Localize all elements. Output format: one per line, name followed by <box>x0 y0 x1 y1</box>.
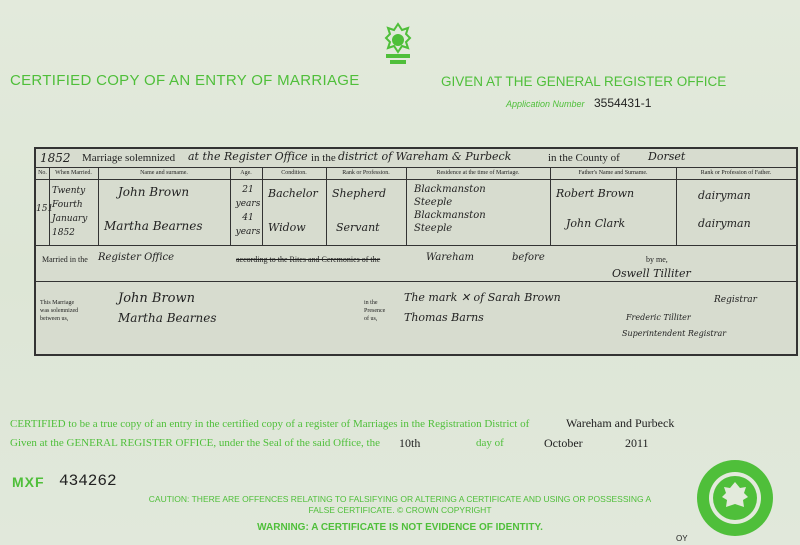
register-entry <box>34 147 798 356</box>
in-the-label: in the <box>311 152 336 164</box>
registrar-label: Registrar <box>714 295 757 305</box>
col-header-father-rank: Rank or Profession of Father. <box>700 170 772 176</box>
groom-condition: Bachelor <box>268 187 318 200</box>
application-number: 3554431-1 <box>594 96 652 110</box>
application-number-label: Application Number <box>506 99 585 109</box>
entry-year: 1852 <box>40 151 71 165</box>
county-label: in the County of <box>548 152 620 164</box>
entry-when: Twenty Fourth January 1852 <box>52 186 88 238</box>
entry-ages: 21 years 41 years <box>235 185 261 237</box>
registrar-signature: Oswell Tilliter <box>612 267 691 280</box>
given-day: 10th <box>399 436 421 450</box>
col-header-name: Name and surname. <box>140 170 188 176</box>
district-handwritten: district of Wareham & Purbeck <box>338 150 512 163</box>
bride-father-rank: dairyman <box>698 217 751 230</box>
before-handwritten: before <box>512 252 545 263</box>
married-in-handwritten: Register Office <box>98 252 175 263</box>
certificate-title: CERTIFIED COPY OF AN ENTRY OF MARRIAGE <box>10 72 360 89</box>
according-text: according to the Rites and Ceremonies of the <box>236 255 381 264</box>
certified-district: Wareham and Purbeck <box>566 416 675 430</box>
entry-number: 151 <box>36 204 54 214</box>
marriage-solemnized-label: Marriage solemnized <box>82 152 176 164</box>
witness1-signature: The mark ✕ of Sarah Brown <box>404 291 561 304</box>
caution-text: CAUTION: THERE ARE OFFENCES RELATING TO FALSIFYING OR ALTERING A CERTIFICATE AND USING OR POSSESSING A FALSE CERTIFICATE. © CROWN COPYRIGHT <box>148 494 652 515</box>
county-handwritten: Dorset <box>648 150 686 163</box>
according-handwritten: Wareham <box>426 252 474 263</box>
place-handwritten: at the Register Office <box>188 150 308 163</box>
certified-line: CERTIFIED to be a true copy of an entry in the certified copy of a register of Marriages in the Registration District of <box>10 418 530 430</box>
col-header-residence: Residence at the time of Marriage. <box>436 170 520 176</box>
groom-father-rank: dairyman <box>698 189 751 202</box>
groom-name: John Brown <box>118 185 190 199</box>
col-header-when: When Married. <box>55 170 92 176</box>
col-header-father: Father's Name and Surname. <box>578 170 648 176</box>
groom-father: Robert Brown <box>556 187 635 200</box>
given-month: October <box>544 436 583 450</box>
bride-father: John Clark <box>566 217 626 230</box>
mxf-number: 434262 <box>59 472 117 490</box>
spouse2-signature: Martha Bearnes <box>118 311 217 325</box>
presence-label: in the Presence of us, <box>364 300 386 322</box>
spouse1-signature: John Brown <box>118 291 196 306</box>
superintendent-label: Superintendent Registrar <box>622 329 727 338</box>
given-line: Given at the GENERAL REGISTER OFFICE, under the Seal of the said Office, the <box>10 437 380 449</box>
day-of-label: day of <box>476 437 504 449</box>
col-header-condition: Condition. <box>281 170 307 176</box>
bride-name: Martha Bearnes <box>104 219 203 233</box>
warning-text: WARNING: A CERTIFICATE IS NOT EVIDENCE OF IDENTITY. <box>257 522 543 533</box>
oy-code: OY <box>676 534 688 543</box>
col-header-no: No. <box>38 170 47 176</box>
bride-condition: Widow <box>268 221 306 234</box>
witness2-signature: Thomas Barns <box>404 311 484 324</box>
entry-residences: Blackmanston Steeple Blackmanston Steeple <box>414 184 486 234</box>
groom-rank: Shepherd <box>332 187 387 200</box>
col-header-age: Age. <box>240 170 252 176</box>
given-year: 2011 <box>625 436 649 450</box>
mxf-label: MXF <box>12 474 45 490</box>
solemnized-label: This Marriage was solemnized between us, <box>40 300 79 322</box>
col-header-rank: Rank or Profession. <box>342 170 390 176</box>
married-in-label: Married in the <box>42 255 88 264</box>
superintendent-signature: Frederic Tilliter <box>626 313 691 322</box>
by-me-label: by me, <box>646 255 668 264</box>
bride-rank: Servant <box>336 221 380 234</box>
office-title: GIVEN AT THE GENERAL REGISTER OFFICE <box>441 74 727 89</box>
royal-crest-icon <box>372 20 424 72</box>
gro-seal-icon <box>695 458 775 538</box>
